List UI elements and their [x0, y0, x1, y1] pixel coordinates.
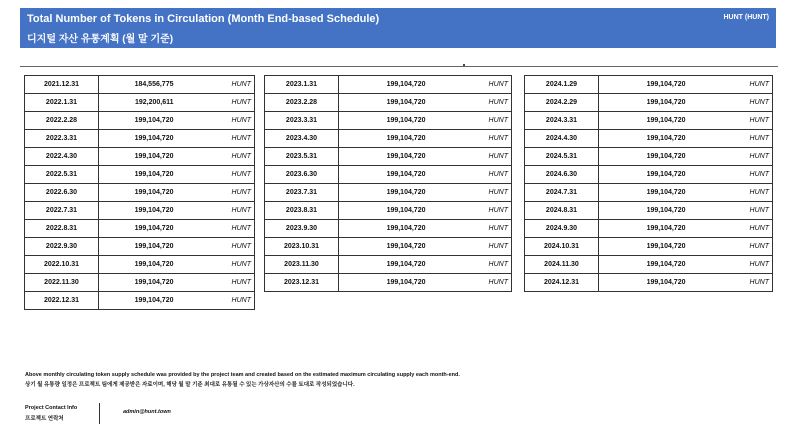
row-date: 2023.12.31 [265, 274, 339, 292]
row-amount: 199,104,720 [599, 184, 716, 202]
table-row [525, 94, 773, 112]
row-date: 2022.11.30 [25, 274, 99, 292]
row-unit: HUNT [716, 112, 773, 130]
row-date: 2023.2.28 [265, 94, 339, 112]
row-unit: HUNT [204, 94, 255, 112]
row-date: 2024.6.30 [525, 166, 599, 184]
table-row [25, 238, 255, 256]
row-amount: 192,200,611 [99, 94, 204, 112]
row-unit: HUNT [456, 202, 512, 220]
row-amount: 199,104,720 [339, 256, 456, 274]
table-row [25, 112, 255, 130]
table-row [265, 274, 512, 292]
row-amount: 199,104,720 [339, 274, 456, 292]
table-row [525, 274, 773, 292]
row-unit: HUNT [716, 76, 773, 94]
table-row [25, 292, 255, 310]
row-date: 2022.7.31 [25, 202, 99, 220]
header-banner [20, 8, 776, 48]
row-unit: HUNT [204, 292, 255, 310]
table-row [25, 94, 255, 112]
row-unit: HUNT [204, 274, 255, 292]
row-amount: 199,104,720 [599, 94, 716, 112]
table-row [265, 76, 512, 94]
row-amount: 199,104,720 [339, 148, 456, 166]
row-date: 2022.6.30 [25, 184, 99, 202]
table-row [25, 148, 255, 166]
row-amount: 199,104,720 [99, 274, 204, 292]
row-date: 2023.7.31 [265, 184, 339, 202]
disclaimer-english: Above monthly circulating token supply schedule was provided by the project team and created based on the estimated maximum circulating supply each month-end. [25, 372, 460, 378]
row-date: 2024.1.29 [525, 76, 599, 94]
row-amount: 199,104,720 [599, 148, 716, 166]
page-subtitle: 디지털 자산 유통계획 (월 말 기준) [27, 34, 174, 45]
row-unit: HUNT [456, 112, 512, 130]
row-amount: 199,104,720 [599, 274, 716, 292]
row-unit: HUNT [716, 274, 773, 292]
table-row [525, 76, 773, 94]
row-amount: 199,104,720 [99, 166, 204, 184]
row-date: 2022.1.31 [25, 94, 99, 112]
row-date: 2024.10.31 [525, 238, 599, 256]
row-unit: HUNT [204, 238, 255, 256]
row-date: 2023.10.31 [265, 238, 339, 256]
row-date: 2022.9.30 [25, 238, 99, 256]
row-date: 2022.2.28 [25, 112, 99, 130]
row-unit: HUNT [456, 94, 512, 112]
table-row [265, 256, 512, 274]
row-date: 2022.8.31 [25, 220, 99, 238]
row-unit: HUNT [716, 148, 773, 166]
row-amount: 199,104,720 [99, 184, 204, 202]
row-amount: 199,104,720 [99, 220, 204, 238]
row-date: 2022.10.31 [25, 256, 99, 274]
row-date: 2023.9.30 [265, 220, 339, 238]
row-date: 2024.3.31 [525, 112, 599, 130]
contact-separator [99, 403, 100, 424]
schedule-column-2 [264, 75, 512, 292]
row-unit: HUNT [204, 220, 255, 238]
row-date: 2023.1.31 [265, 76, 339, 94]
row-amount: 199,104,720 [339, 220, 456, 238]
row-amount: 199,104,720 [339, 76, 456, 94]
row-amount: 199,104,720 [99, 238, 204, 256]
row-unit: HUNT [456, 256, 512, 274]
row-date: 2024.8.31 [525, 202, 599, 220]
row-amount: 199,104,720 [599, 112, 716, 130]
row-date: 2022.12.31 [25, 292, 99, 310]
schedule-table-2024 [524, 75, 773, 292]
row-unit: HUNT [456, 76, 512, 94]
row-amount: 199,104,720 [99, 292, 204, 310]
row-amount: 199,104,720 [99, 148, 204, 166]
table-row [25, 130, 255, 148]
table-row [525, 112, 773, 130]
table-row [265, 112, 512, 130]
table-row [525, 256, 773, 274]
row-unit: HUNT [456, 238, 512, 256]
row-date: 2022.3.31 [25, 130, 99, 148]
row-unit: HUNT [716, 130, 773, 148]
row-date: 2022.5.31 [25, 166, 99, 184]
schedule-column-3 [524, 75, 773, 292]
row-unit: HUNT [716, 238, 773, 256]
row-unit: HUNT [204, 166, 255, 184]
row-date: 2024.7.31 [525, 184, 599, 202]
row-amount: 199,104,720 [599, 76, 716, 94]
row-unit: HUNT [456, 148, 512, 166]
row-unit: HUNT [204, 184, 255, 202]
row-amount: 199,104,720 [339, 238, 456, 256]
table-row [25, 166, 255, 184]
divider-line [20, 66, 778, 67]
table-row [525, 130, 773, 148]
table-row [25, 184, 255, 202]
row-date: 2023.11.30 [265, 256, 339, 274]
table-row [525, 148, 773, 166]
table-row [265, 166, 512, 184]
row-date: 2024.11.30 [525, 256, 599, 274]
row-amount: 199,104,720 [599, 202, 716, 220]
row-unit: HUNT [716, 184, 773, 202]
row-date: 2023.8.31 [265, 202, 339, 220]
row-unit: HUNT [716, 166, 773, 184]
row-unit: HUNT [456, 130, 512, 148]
row-amount: 199,104,720 [99, 202, 204, 220]
row-date: 2024.2.29 [525, 94, 599, 112]
token-name: HUNT (HUNT) [723, 14, 769, 21]
row-unit: HUNT [204, 202, 255, 220]
table-row [525, 220, 773, 238]
row-amount: 184,556,775 [99, 76, 204, 94]
table-row [525, 184, 773, 202]
schedule-table-2023 [264, 75, 512, 292]
row-amount: 199,104,720 [99, 130, 204, 148]
row-amount: 199,104,720 [599, 166, 716, 184]
row-amount: 199,104,720 [599, 256, 716, 274]
table-row [265, 148, 512, 166]
contact-label-english: Project Contact Info [25, 405, 78, 411]
table-row [265, 94, 512, 112]
page-title: Total Number of Tokens in Circulation (Month End-based Schedule) [27, 13, 380, 25]
divider-mark [463, 64, 465, 66]
row-amount: 199,104,720 [339, 112, 456, 130]
row-unit: HUNT [204, 256, 255, 274]
row-amount: 199,104,720 [339, 166, 456, 184]
table-row [265, 130, 512, 148]
row-amount: 199,104,720 [599, 238, 716, 256]
row-date: 2023.4.30 [265, 130, 339, 148]
row-amount: 199,104,720 [339, 184, 456, 202]
row-date: 2024.9.30 [525, 220, 599, 238]
table-row [25, 256, 255, 274]
row-date: 2024.4.30 [525, 130, 599, 148]
row-amount: 199,104,720 [599, 130, 716, 148]
table-row [265, 184, 512, 202]
row-date: 2023.5.31 [265, 148, 339, 166]
table-row [265, 220, 512, 238]
row-date: 2024.5.31 [525, 148, 599, 166]
row-amount: 199,104,720 [99, 256, 204, 274]
table-row [525, 202, 773, 220]
row-amount: 199,104,720 [339, 202, 456, 220]
row-amount: 199,104,720 [339, 130, 456, 148]
row-date: 2023.6.30 [265, 166, 339, 184]
row-unit: HUNT [456, 184, 512, 202]
row-date: 2023.3.31 [265, 112, 339, 130]
row-amount: 199,104,720 [339, 94, 456, 112]
row-unit: HUNT [204, 148, 255, 166]
row-unit: HUNT [716, 202, 773, 220]
row-unit: HUNT [204, 112, 255, 130]
table-row [25, 202, 255, 220]
disclaimer-korean: 상기 월 유통량 일정은 프로젝트 팀에게 제공받은 자료이며, 해당 월 말 기준 최대로 유통될 수 있는 가상자산의 수를 토대로 작성되었습니다. [25, 382, 355, 388]
schedule-column-1 [24, 75, 255, 310]
row-date: 2022.4.30 [25, 148, 99, 166]
row-unit: HUNT [204, 130, 255, 148]
row-unit: HUNT [456, 220, 512, 238]
row-unit: HUNT [716, 94, 773, 112]
row-unit: HUNT [204, 76, 255, 94]
row-unit: HUNT [456, 274, 512, 292]
table-row [265, 238, 512, 256]
contact-email-link[interactable]: admin@hunt.town [123, 409, 171, 415]
contact-label-korean: 프로젝트 연락처 [25, 416, 64, 422]
row-date: 2024.12.31 [525, 274, 599, 292]
row-unit: HUNT [456, 166, 512, 184]
row-amount: 199,104,720 [99, 112, 204, 130]
table-row [265, 202, 512, 220]
table-row [25, 220, 255, 238]
table-row [525, 166, 773, 184]
row-date: 2021.12.31 [25, 76, 99, 94]
table-row [525, 238, 773, 256]
row-unit: HUNT [716, 220, 773, 238]
row-unit: HUNT [716, 256, 773, 274]
table-row [25, 76, 255, 94]
schedule-table-2022 [24, 75, 255, 310]
row-amount: 199,104,720 [599, 220, 716, 238]
table-row [25, 274, 255, 292]
